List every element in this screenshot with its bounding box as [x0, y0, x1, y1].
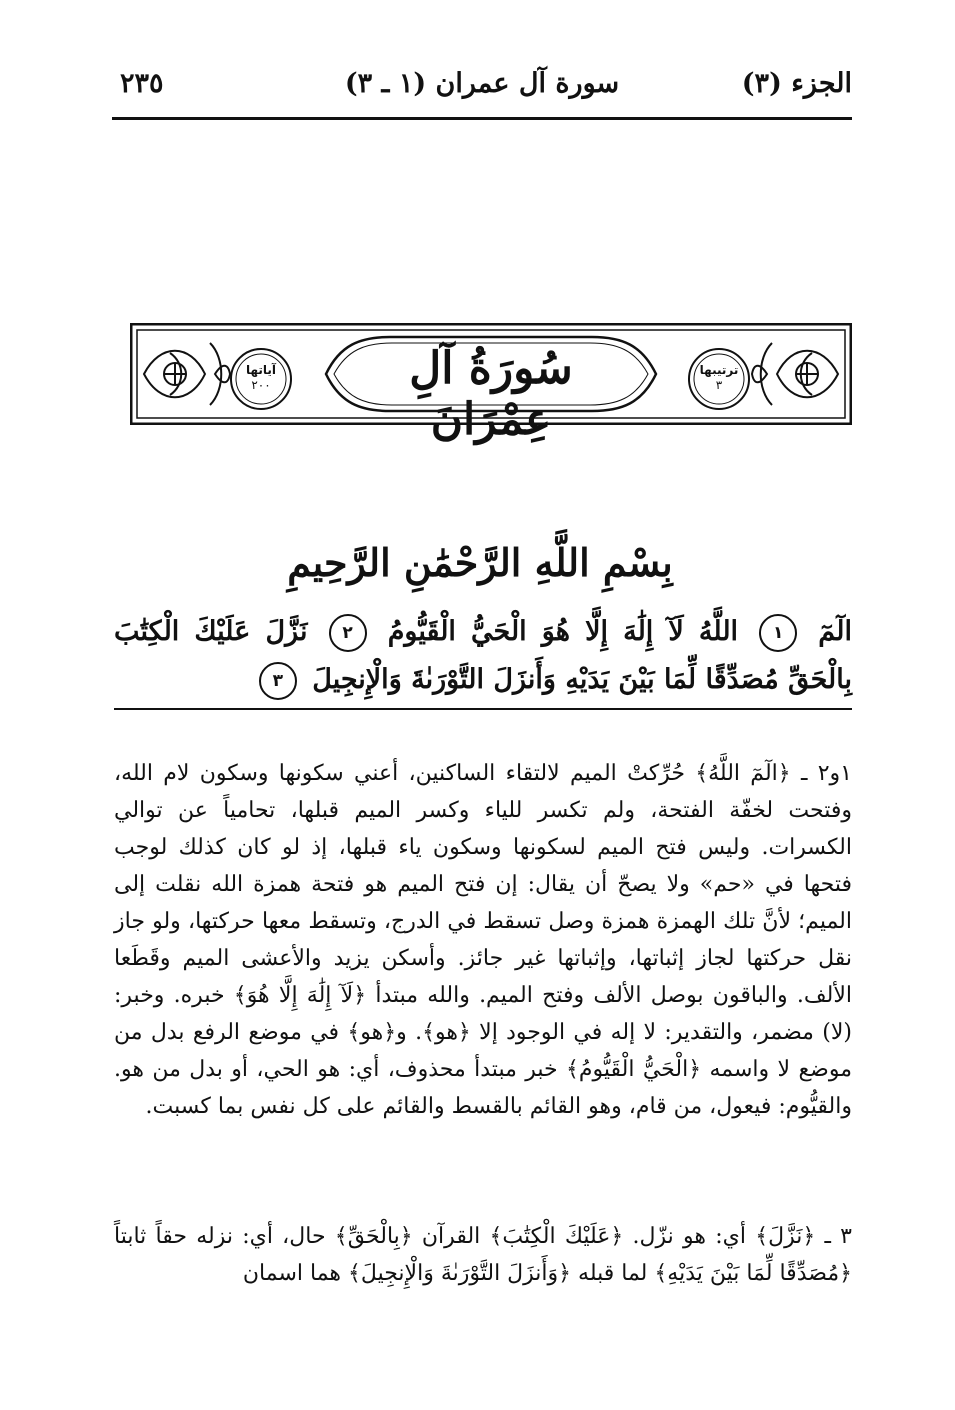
surah-range-title: سورة آل عمران (١ ـ ٣): [344, 68, 620, 99]
header-rule: [112, 117, 852, 120]
verse-3-text: نَزَّلَ عَلَيْكَ الْكِتَٰبَ بِالْحَقِّ مُصَدِّقًا لِّمَا بَيْنَ يَدَيْهِ وَأَنزَلَ التَّوْرَىٰةَ وَالْإِنجِيلَ: [114, 616, 852, 695]
commentary-paragraph-1: ١و٢ ـ ﴿الٓمٓ اللَّهُ﴾ حُرِّكتْ الميم لالتقاء الساكنين، أعني سكونها وسكون لام الله، وفتحت لخفّة الفتحة، ولم تكسر للياء وكسر الميم قبلها، تحامياً عن توالي الكسرات. وليس فتح الميم لسكونها وسكون ياء قبلها، إذ لو كان كذلك لوجب فتحها في «حم» ولا يصحّ أن يقال: إن فتح الميم هو فتحة همزة الله نقلت إلى الميم؛ لأنَّ تلك الهمزة همزة وصل تسقط في الدرج، وتسقط معها حركتها، ولو جاز نقل حركتها لجاز إثباتها، وإثباتها غير جائز. وأسكن يزيد والأعشى الميم وقَطَعا الألف. والباقون بوصل الألف وفتح الميم. والله مبتدأ ﴿لَآ إِلَٰهَ إِلَّا هُوَ﴾ خبره. وخبر: (لا) مضمر، والتقدير: لا إله في الوجود إلا ﴿هو﴾. و﴿هو﴾ في موضع الرفع بدل من موضع لا واسمه ﴿الْحَيُّ الْقَيُّومُ﴾ خبر مبتدأ محذوف، أي: هو الحي، أو بدل من هو. والقيُّوم: فيعول، من قام، وهو القائم بالقسط والقائم على كل نفس بما كسبت.: [114, 761, 852, 1119]
basmala: بِسْمِ اللَّهِ الرَّحْمَٰنِ الرَّحِيمِ: [287, 540, 673, 585]
verse-1-marker: ١: [759, 614, 797, 652]
page-number: ٢٣٥: [120, 68, 164, 99]
verse-2-text: اللَّهُ لَآ إِلَٰهَ إِلَّا هُوَ الْحَيُّ الْقَيُّومُ: [387, 616, 739, 647]
order-label: ترتيبها: [699, 363, 739, 377]
commentary-paragraph-2: ٣ ـ ﴿نَزَّلَ﴾ أي: هو نزّل. ﴿عَلَيْكَ الْكِتَٰبَ﴾ القرآن ﴿بِالْحَقِّ﴾ حال، أي: نزله حقاً ثابتاً ﴿مُصَدِّقًا لِّمَا بَيْنَ يَدَيْهِ﴾ لما قبله ﴿وَأَنزَلَ التَّوْرَىٰةَ وَالْإِنجِيلَ﴾ هما اسمان: [114, 1224, 852, 1286]
ayat-value: ٢٠٠: [251, 378, 271, 392]
verses-rule: [114, 708, 852, 710]
ayat-label: آياتها: [245, 363, 277, 377]
order-value: ٣: [715, 378, 723, 392]
order-badge: [690, 350, 748, 408]
ayat-count-badge: [232, 350, 290, 408]
running-header: [112, 68, 852, 108]
verse-3-marker: ٣: [259, 662, 297, 700]
verse-2-marker: ٢: [329, 614, 367, 652]
verse-1-text: الٓمٓ: [818, 616, 852, 647]
quran-verses: [114, 608, 852, 720]
surah-banner: [130, 323, 852, 445]
surah-title: سُورَةُ آلِ عِمْرَانَ: [409, 343, 573, 445]
juz-label: الجزء (٣): [741, 68, 852, 99]
